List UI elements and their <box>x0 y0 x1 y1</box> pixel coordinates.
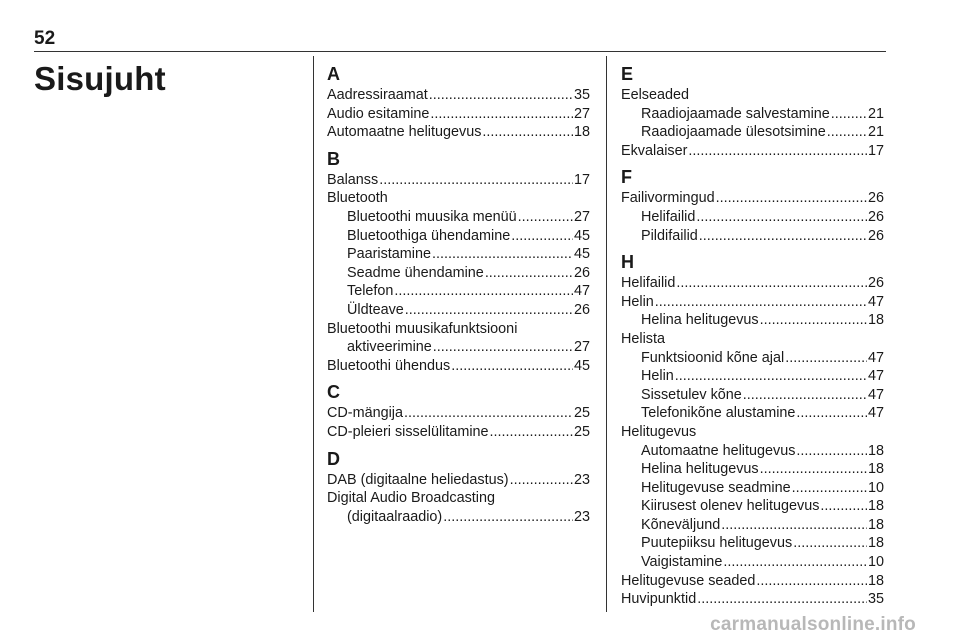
entry-label: Ekvalaiser <box>621 142 688 159</box>
entry-label: Helifailid <box>621 275 676 292</box>
dot-leader <box>688 142 867 161</box>
entry-label: Helina helitugevus <box>641 461 759 478</box>
entry-page-number: 18 <box>867 516 884 533</box>
entry-page-number: 26 <box>573 264 590 281</box>
index-entry-heading: Bluetooth <box>327 190 388 207</box>
entry-page-number: 23 <box>573 471 590 488</box>
entry-page-number: 21 <box>867 124 884 141</box>
entry-label: Paaristamine <box>347 246 431 263</box>
entry-label: Telefon <box>347 283 394 300</box>
entry-label: Üldteave <box>347 301 404 318</box>
index-entry <box>327 105 590 124</box>
index-subentry <box>327 338 590 357</box>
entry-page-number: 25 <box>573 405 590 422</box>
entry-label: Balanss <box>327 171 379 188</box>
index-entry <box>327 171 590 190</box>
entry-label: (digitaalraadio) <box>347 508 443 525</box>
entry-label: Aadressiraamat <box>327 87 428 103</box>
index-entry-heading: Eelseaded <box>621 87 690 103</box>
entry-label: Vaigistamine <box>641 554 723 571</box>
dot-leader <box>716 189 867 208</box>
index-subentry <box>621 404 884 423</box>
entry-label: Helin <box>621 293 654 310</box>
page-title: Sisujuht <box>34 60 166 97</box>
entry-page-number: 27 <box>573 105 590 122</box>
entry-page-number: 47 <box>867 405 884 422</box>
entry-page-number: 26 <box>867 227 884 244</box>
index-letter-heading: C <box>327 382 340 403</box>
entry-page-number: 18 <box>867 461 884 478</box>
header-rule <box>34 51 886 52</box>
index-letter-heading: H <box>621 252 634 273</box>
index-subentry <box>621 534 884 553</box>
index-letter-heading: E <box>621 64 634 84</box>
entry-page-number: 18 <box>867 535 884 552</box>
dot-leader <box>482 123 573 142</box>
index-subentry <box>327 208 590 227</box>
entry-page-number: 27 <box>573 339 590 356</box>
entry-page-number: 10 <box>867 554 884 571</box>
dot-leader <box>743 386 867 405</box>
index-entry <box>621 590 884 609</box>
index-subentry <box>327 245 590 264</box>
entry-label: Sissetulev kõne <box>641 386 742 403</box>
entry-label: Telefonikõne alustamine <box>641 405 796 422</box>
dot-leader <box>433 338 573 357</box>
entry-label: Raadiojaamade ülesotsimine <box>641 124 826 141</box>
dot-leader <box>721 516 867 535</box>
index-subentry <box>621 516 884 535</box>
entry-page-number: 47 <box>867 368 884 385</box>
index-entry <box>327 123 590 142</box>
entry-page-number: 45 <box>573 227 590 244</box>
index-subentry <box>621 311 884 330</box>
index-entry <box>327 86 590 105</box>
entry-label: Helitugevuse seaded <box>621 572 756 589</box>
dot-leader <box>490 423 573 442</box>
dot-leader <box>696 208 867 227</box>
entry-label: aktiveerimine <box>347 339 432 356</box>
entry-page-number: 47 <box>867 293 884 310</box>
index-subentry <box>621 442 884 461</box>
entry-label: Bluetoothiga ühendamine <box>347 227 511 244</box>
dot-leader <box>793 534 867 553</box>
dot-leader <box>451 357 573 376</box>
entry-label: Helitugevuse seadmine <box>641 479 791 496</box>
entry-page-number: 47 <box>867 349 884 366</box>
index-letter-heading: F <box>621 167 632 188</box>
entry-page-number: 35 <box>867 591 884 608</box>
index-entry <box>327 404 590 423</box>
index-subentry <box>621 386 884 405</box>
index-entry <box>327 423 590 442</box>
dot-leader <box>379 171 573 190</box>
dot-leader <box>820 497 867 516</box>
entry-label: Automaatne helitugevus <box>641 442 796 459</box>
entry-page-number: 18 <box>867 442 884 459</box>
entry-label: Failivormingud <box>621 190 715 207</box>
entry-page-number: 17 <box>867 142 884 159</box>
dot-leader <box>796 404 867 423</box>
entry-label: Puutepiiksu helitugevus <box>641 535 793 552</box>
dot-leader <box>792 479 867 498</box>
dot-leader <box>827 123 867 142</box>
index-subentry <box>621 208 884 227</box>
index-entry <box>621 572 884 591</box>
index-subentry <box>327 301 590 320</box>
entry-page-number: 23 <box>573 508 590 525</box>
entry-page-number: 18 <box>867 312 884 329</box>
entry-page-number: 18 <box>573 124 590 141</box>
watermark: carmanualsonline.info <box>710 614 916 635</box>
index-column-1 <box>327 64 590 526</box>
index-entry <box>621 142 884 161</box>
entry-label: Audio esitamine <box>327 105 430 122</box>
dot-leader <box>655 293 867 312</box>
index-entry <box>621 293 884 312</box>
index-subentry <box>327 264 590 283</box>
index-column-2 <box>621 64 884 609</box>
entry-label: CD-mängija <box>327 405 403 422</box>
index-entry-heading: Helitugevus <box>621 423 697 440</box>
entry-page-number: 47 <box>573 283 590 300</box>
index-entry <box>327 471 590 490</box>
index-subentry <box>327 508 590 527</box>
index-subentry <box>621 105 884 124</box>
entry-label: Automaatne helitugevus <box>327 124 482 141</box>
dot-leader <box>443 508 573 527</box>
dot-leader <box>404 404 573 423</box>
index-subentry <box>621 460 884 479</box>
dot-leader <box>723 553 867 572</box>
entry-label: CD-pleieri sisselülitamine <box>327 423 489 440</box>
index-entry <box>621 189 884 208</box>
dot-leader <box>676 274 867 293</box>
dot-leader <box>675 367 867 386</box>
index-subentry <box>621 553 884 572</box>
index-subentry <box>621 479 884 498</box>
entry-label: Seadme ühendamine <box>347 264 484 281</box>
entry-page-number: 35 <box>573 87 590 103</box>
entry-label: DAB (digitaalne heliedastus) <box>327 471 509 488</box>
entry-page-number: 27 <box>573 208 590 225</box>
dot-leader <box>756 572 867 591</box>
index-entry <box>621 274 884 293</box>
dot-leader <box>796 442 867 461</box>
entry-label: Kõneväljund <box>641 516 721 533</box>
entry-label: Helin <box>641 368 674 385</box>
entry-label: Helina helitugevus <box>641 312 759 329</box>
entry-page-number: 18 <box>867 498 884 515</box>
entry-page-number: 47 <box>867 386 884 403</box>
dot-leader <box>518 208 573 227</box>
dot-leader <box>405 301 573 320</box>
entry-page-number: 26 <box>867 208 884 225</box>
entry-page-number: 26 <box>573 301 590 318</box>
entry-page-number: 26 <box>867 190 884 207</box>
entry-page-number: 25 <box>573 423 590 440</box>
index-letter-heading: A <box>327 64 340 84</box>
index-subentry <box>327 282 590 301</box>
index-subentry <box>621 349 884 368</box>
entry-label: Kiirusest olenev helitugevus <box>641 498 820 515</box>
index-subentry <box>621 367 884 386</box>
index-entry-heading: Helista <box>621 330 665 347</box>
index-letter-heading: B <box>327 148 340 169</box>
entry-label: Bluetoothi muusika menüü <box>347 208 517 225</box>
entry-label: Bluetoothi ühendus <box>327 357 451 374</box>
dot-leader <box>697 590 867 609</box>
dot-leader <box>432 245 573 264</box>
entry-label: Raadiojaamade salvestamine <box>641 105 830 122</box>
index-entry <box>327 357 590 376</box>
dot-leader <box>699 227 867 246</box>
column-divider <box>313 56 314 612</box>
entry-label: Huvipunktid <box>621 591 697 608</box>
dot-leader <box>785 349 867 368</box>
entry-page-number: 21 <box>867 105 884 122</box>
dot-leader <box>511 227 573 246</box>
index-subentry <box>621 497 884 516</box>
dot-leader <box>760 311 867 330</box>
dot-leader <box>831 105 867 124</box>
entry-page-number: 10 <box>867 479 884 496</box>
column-divider <box>606 56 607 612</box>
index-letter-heading: D <box>327 448 340 469</box>
dot-leader <box>760 460 867 479</box>
index-entry-heading: Digital Audio Broadcasting <box>327 490 495 507</box>
page-number: 52 <box>34 28 56 49</box>
entry-page-number: 17 <box>573 171 590 188</box>
index-entry-heading: Bluetoothi muusikafunktsiooni <box>327 320 518 337</box>
dot-leader <box>430 105 573 124</box>
entry-page-number: 18 <box>867 572 884 589</box>
entry-page-number: 45 <box>573 246 590 263</box>
entry-page-number: 45 <box>573 357 590 374</box>
dot-leader <box>394 282 573 301</box>
index-subentry <box>621 227 884 246</box>
index-subentry <box>621 123 884 142</box>
dot-leader <box>485 264 573 283</box>
dot-leader <box>429 86 573 105</box>
dot-leader <box>510 471 573 490</box>
index-subentry <box>327 227 590 246</box>
entry-label: Pildifailid <box>641 227 698 244</box>
entry-label: Helifailid <box>641 208 696 225</box>
entry-page-number: 26 <box>867 275 884 292</box>
entry-label: Funktsioonid kõne ajal <box>641 349 785 366</box>
